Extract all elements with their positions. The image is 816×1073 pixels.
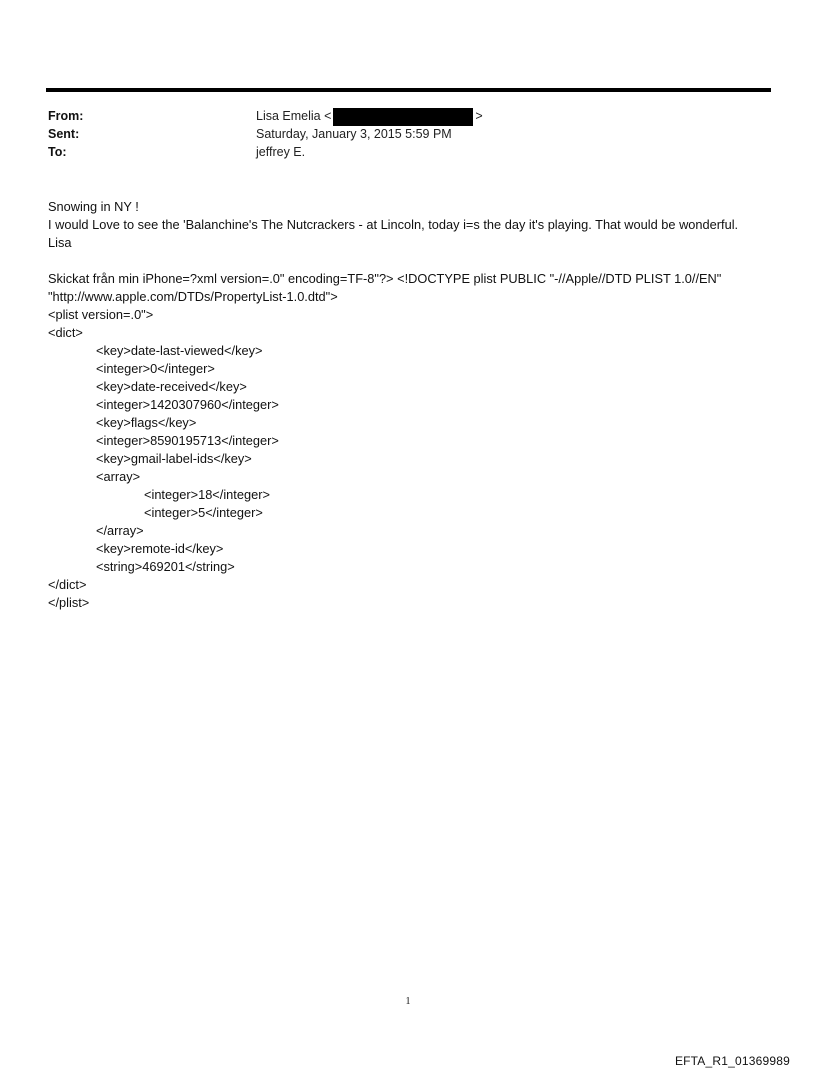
plist-line: <string>469201</string> [96, 559, 235, 574]
from-name: Lisa Emelia < [256, 109, 332, 123]
plist-line: </dict> [48, 577, 87, 592]
plist-line: <key>remote-id</key> [96, 541, 224, 556]
document-id: EFTA_R1_01369989 [674, 1054, 790, 1068]
redaction-block [333, 108, 473, 126]
plist-line: <key>date-received</key> [96, 379, 247, 394]
plist-line: <key>gmail-label-ids</key> [96, 451, 252, 466]
plist-line: <key>date-last-viewed</key> [96, 343, 263, 358]
sent-value: Saturday, January 3, 2015 5:59 PM [256, 127, 452, 141]
greeting-line: Snowing in NY ! [48, 199, 139, 214]
email-body [48, 198, 768, 612]
plist-line: <integer>1420307960</integer> [96, 397, 279, 412]
plist-line: </plist> [48, 595, 90, 610]
header-divider [46, 88, 771, 92]
plist-line: <integer>18</integer> [144, 487, 270, 502]
to-label: To: [48, 145, 67, 159]
plist-line: <array> [96, 469, 141, 484]
plist-line: <integer>5</integer> [144, 505, 263, 520]
blank-line [48, 252, 768, 270]
from-close: > [475, 109, 483, 123]
page-number: 1 [405, 996, 411, 1007]
plist-line: <key>flags</key> [96, 415, 197, 430]
plist-line: <dict> [48, 325, 83, 340]
plist-line: <integer>0</integer> [96, 361, 215, 376]
plist-line: <plist version=.0"> [48, 307, 154, 322]
sent-label: Sent: [48, 127, 80, 141]
plist-intro: Skickat från min iPhone=?xml version=.0" encoding=TF-8"?> <!DOCTYPE plist PUBLIC "-//Apple//DTD PLIST 1.0//EN" "http://www.apple.com/DTDs/PropertyList-1.0.dtd"> [48, 271, 722, 304]
plist-line: <integer>8590195713</integer> [96, 433, 279, 448]
message-paragraph: I would Love to see the 'Balanchine's The Nutcrackers - at Lincoln, today i=s the day it's playing. That would be wonderful. [48, 217, 739, 232]
plist-line: </array> [96, 523, 144, 538]
signature-line: Lisa [48, 235, 72, 250]
to-value: jeffrey E. [256, 145, 306, 159]
from-value [256, 107, 483, 126]
from-label: From: [48, 109, 84, 123]
